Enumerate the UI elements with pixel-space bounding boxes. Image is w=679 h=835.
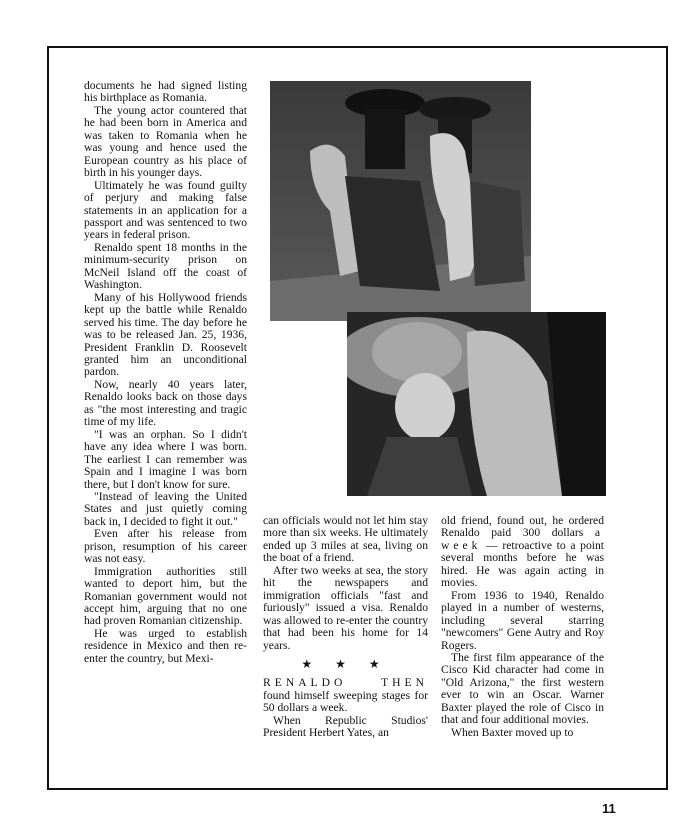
paragraph: Now, nearly 40 years later, Renaldo looks back on those days as "the most interesting and tragic time of my life. — [84, 377, 247, 429]
paragraph: After two weeks at sea, the story hit the newspapers and immigration officials "fast and furiously" issued a visa. Renaldo was allowed to re-enter the country that had been his home for 14 years. — [263, 563, 428, 652]
paragraph: The young actor countered that he had been born in America and was taken to Romania when he was young and hence used the European country as his place of birth in his younger days. — [84, 103, 247, 180]
paragraph: He was urged to establish residence in Mexico and then re-enter the country, but Mexi- — [84, 626, 247, 665]
paragraph — [263, 677, 428, 714]
paragraph: Ultimately he was found guilty of perjury and making false statements in an application for a passport and was sentenced to two years in federal prison. — [84, 178, 247, 242]
paragraph-text: — retroactive to a point several months before he was hired. He was again acting in movies. — [441, 538, 604, 590]
paragraph: "I was an orphan. So I didn't have any idea where I was born. The earliest I can remember was Spain and I imagine I was born there, but I don't know for sure. — [84, 427, 247, 491]
page-number: 11 — [602, 801, 616, 816]
paragraph: The first film appearance of the Cisco Kid character had come in "Old Arizona," the first western ever to win an Oscar. Warner Baxter played the role of Cisco in that and four additional movies. — [441, 650, 604, 727]
paragraph: Renaldo spent 18 months in the minimum-security prison on McNeil Island off the coast of Washington. — [84, 240, 247, 292]
article-column-1 — [84, 80, 247, 665]
paragraph — [441, 515, 604, 590]
photo-riders-on-horseback — [270, 81, 531, 321]
article-column-3 — [441, 515, 604, 739]
spaced-text: a week — [441, 526, 604, 552]
paragraph: Even after his release from prison, resumption of his career was not easy. — [84, 527, 247, 566]
paragraph: From 1936 to 1940, Renaldo played in a number of westerns, including several starring "newcomers" Gene Autry and Roy Rogers. — [441, 588, 604, 652]
paragraph: When Baxter moved up to — [451, 725, 574, 739]
lead-in: RENALDO THEN — [263, 676, 428, 690]
paragraph: Many of his Hollywood friends kept up the battle while Renaldo served his time. The day before he was to be released Jan. 25, 1936, President Franklin D. Roosevelt granted him an unconditional pardon. — [84, 290, 247, 379]
paragraph: Immigration authorities still wanted to deport him, but the Romanian government would not accept him, arguing that no one had proven Romanian citizenship. — [84, 564, 247, 628]
paragraph: "Instead of leaving the United States and just quietly coming back in, I decided to fight it out." — [84, 489, 247, 528]
section-break-stars: ★ ★ ★ — [301, 656, 390, 671]
paragraph-text: found himself sweeping stages for 50 dollars a week. — [263, 688, 428, 715]
article-column-2 — [263, 515, 428, 740]
paragraph-text: old friend, found out, he ordered Renaldo paid 300 dollars — [441, 514, 604, 540]
paragraph: When Republic Studios' President Herbert Yates, an — [263, 713, 428, 740]
paragraph: documents he had signed listing his birthplace as Romania. — [84, 79, 247, 105]
photo-sombrero-portrait — [347, 312, 606, 496]
paragraph: can officials would not let him stay more than six weeks. He ultimately ended up 3 miles at sea, living on the boat of a friend. — [263, 514, 428, 565]
